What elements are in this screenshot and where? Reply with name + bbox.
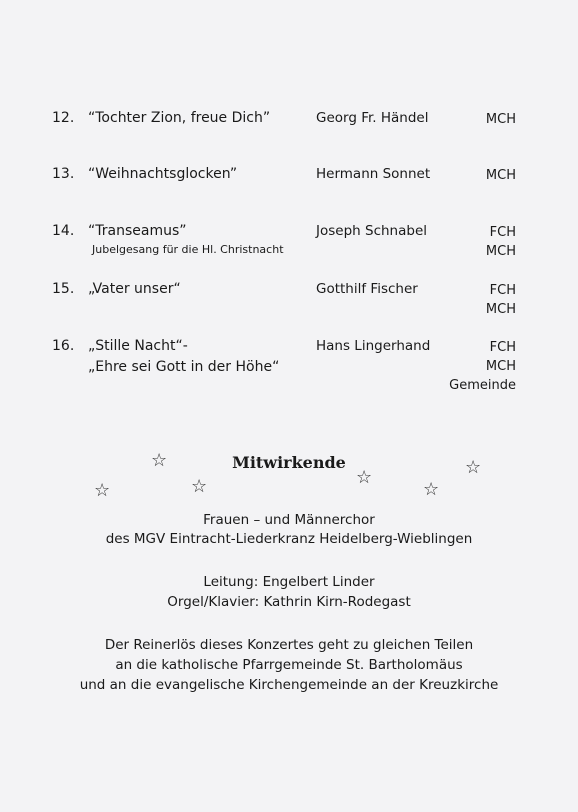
item-title: „Stille Nacht“- <box>88 338 188 354</box>
conductor-line: Leitung: Engelbert Linder <box>203 574 375 590</box>
item-performers <box>486 110 516 129</box>
performer: MCH <box>485 244 516 259</box>
item-title: „Vater unser“ <box>88 281 181 297</box>
star-icon: ☆ <box>356 467 373 488</box>
item-number: 16. <box>52 338 75 354</box>
item-title: “Transeamus” <box>88 223 187 239</box>
star-icon: ☆ <box>94 480 111 501</box>
item-subtitle: Jubelgesang für die Hl. Christnacht <box>92 243 284 256</box>
performer: FCH <box>489 283 516 298</box>
star-icon: ☆ <box>191 476 208 497</box>
item-title: “Tochter Zion, freue Dich” <box>88 110 271 126</box>
item-number: 13. <box>52 166 75 182</box>
choir-line: des MGV Eintracht-Liederkranz Heidelberg-Wieblingen <box>105 531 473 547</box>
item-composer: Hermann Sonnet <box>316 166 431 182</box>
proceeds-line: an die katholische Pfarrgemeinde St. Bartholomäus <box>115 657 463 673</box>
performer: Gemeinde <box>449 378 516 393</box>
item-performers <box>486 223 516 261</box>
proceeds-line: Der Reinerlös dieses Konzertes geht zu gleichen Teilen <box>104 637 474 653</box>
performer: FCH <box>489 225 516 240</box>
performer: FCH <box>489 340 516 355</box>
proceeds-line: und an die evangelische Kirchengemeinde an der Kreuzkirche <box>79 677 499 693</box>
item-title: “Weihnachtsglocken” <box>88 166 238 182</box>
star-icon: ☆ <box>151 450 168 471</box>
performer: MCH <box>485 112 516 127</box>
item-performers <box>449 338 516 395</box>
item-composer: Joseph Schnabel <box>316 223 427 239</box>
item-performers <box>486 281 516 319</box>
show-through-decoration <box>0 48 578 78</box>
item-number: 14. <box>52 223 75 239</box>
performer: MCH <box>485 168 516 183</box>
performer: MCH <box>485 302 516 317</box>
choir-line: Frauen – und Männerchor <box>203 512 375 528</box>
star-icon: ☆ <box>465 457 482 478</box>
item-number: 12. <box>52 110 75 126</box>
item-title-line2: „Ehre sei Gott in der Höhe“ <box>88 359 280 375</box>
star-icon: ☆ <box>423 479 440 500</box>
item-composer: Hans Lingerhand <box>316 338 431 354</box>
performer: MCH <box>485 359 516 374</box>
section-heading: Mitwirkende <box>232 453 346 472</box>
organist-line: Orgel/Klavier: Kathrin Kirn-Rodegast <box>167 594 411 610</box>
item-number: 15. <box>52 281 75 297</box>
item-composer: Gotthilf Fischer <box>316 281 418 297</box>
item-composer: Georg Fr. Händel <box>316 110 429 126</box>
item-performers <box>486 166 516 185</box>
